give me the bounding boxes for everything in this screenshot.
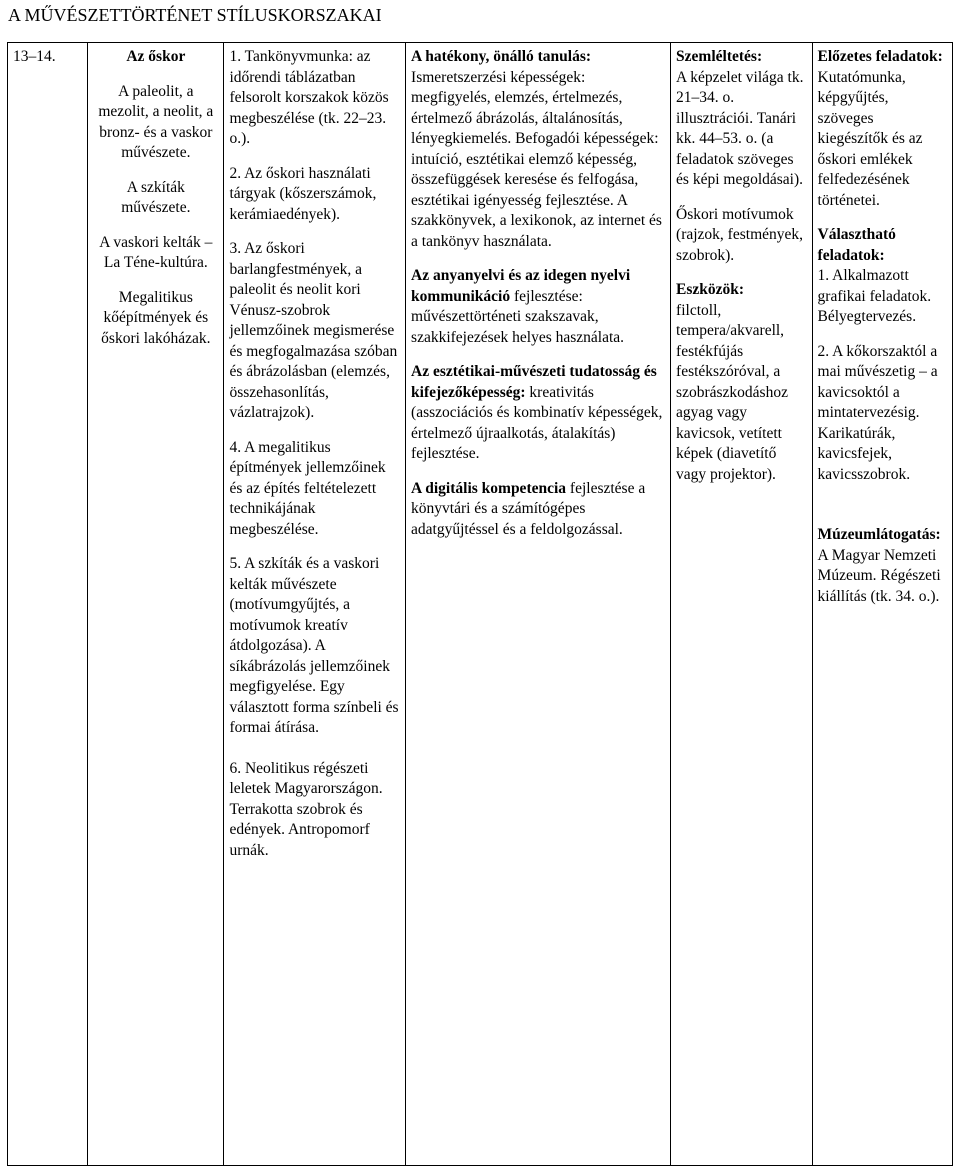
activity-item: 1. Tankönyvmunka: az időrendi táblázatban felsorolt korszakok közös megbeszélése (tk. 22–23. o.). bbox=[229, 48, 389, 147]
activities-cell bbox=[224, 43, 406, 1166]
curriculum-table bbox=[7, 42, 953, 1166]
competency-heading: A hatékony, önálló tanulás: bbox=[411, 48, 592, 65]
table-row bbox=[8, 43, 953, 1166]
prior-tasks-heading: Előzetes feladatok: bbox=[817, 48, 943, 65]
competency-block bbox=[411, 479, 665, 541]
optional-task-item: 2. A kőkorszaktól a mai művészetig – a kavicsoktól a mintatervezésig. Karikatúrák, kavicsfejek, kavicsszobrok. bbox=[817, 342, 938, 483]
tools-text: filctoll, tempera/akvarell, festékfújás festékszóróval, a szobrászkodáshoz agyag vagy kavicsok, vetített képek (diavetítő vagy projektor). bbox=[676, 301, 788, 483]
activity-item: 3. Az őskori barlangfestmények, a paleolit és neolit kori Vénusz-szobrok jellemzőinek megismerése és megfogalmazása szóban és ábrázolásban (elemzés, összehasonlítás, vázlatrajzok). bbox=[229, 240, 398, 421]
activity-item: 6. Neolitikus régészeti leletek Magyarországon. Terrakotta szobrok és edények. Antropomorf urnák. bbox=[229, 759, 383, 859]
activity-item: 2. Az őskori használati tárgyak (kőszerszámok, kerámiaedények). bbox=[229, 164, 377, 223]
page-title: A MŰVÉSZETTÖRTÉNET STÍLUSKORSZAKAI bbox=[8, 5, 382, 25]
hours-value: 13–14. bbox=[13, 48, 56, 65]
competency-text: kreativitás (asszociációs és kombinatív képességek, értelmező újraalkotás, átalakítás) fejlesztése. bbox=[411, 383, 663, 462]
competency-text: Ismeretszerzési képességek: megfigyelés, elemzés, értelmezés, értelmező ábrázolás, általánosítás, lényegkiemelés. Befogadói képességek: intuíció, esztétikai elemző képesség, összefüggések keresése és felfogása, esztétikai igényesség fejlesztése. A szakkönyvek, a lexikonok, az internet és a tankönyv használata. bbox=[411, 68, 662, 250]
illustration-heading: Szemléltetés: bbox=[676, 48, 763, 65]
topic-cell bbox=[88, 43, 224, 1166]
museum-heading: Múzeumlátogatás: bbox=[817, 526, 941, 543]
competency-text: fejlesztése: művészettörténeti szakszavak, szakkifejezések helyes használata. bbox=[411, 287, 625, 346]
illustration-motif: Őskori motívumok (rajzok, festmények, szobrok). bbox=[676, 205, 804, 264]
tools-heading: Eszközök: bbox=[676, 281, 745, 298]
museum-text: A Magyar Nemzeti Múzeum. Régészeti kiállítás (tk. 34. o.). bbox=[817, 546, 941, 605]
topic-title: Az őskor bbox=[126, 48, 186, 65]
illustration-text: A képzelet világa tk. 21–34. o. illusztrációi. Tanári kk. 44–53. o. (a feladatok szöveges és képi megoldásai). bbox=[676, 68, 804, 188]
competency-block bbox=[411, 362, 665, 465]
topic-item: A vaskori kelták – La Téne-kultúra. bbox=[99, 233, 213, 271]
optional-task-item: 1. Alkalmazott grafikai feladatok. Bélyegtervezés. bbox=[817, 267, 932, 325]
competency-heading: Az anyanyelvi és az idegen nyelvi kommunikáció bbox=[411, 267, 631, 305]
competency-heading: A digitális kompetencia bbox=[411, 479, 567, 497]
competency-block bbox=[411, 47, 665, 252]
optional-tasks-heading: Választható feladatok: bbox=[817, 226, 896, 264]
competency-block bbox=[411, 266, 665, 348]
topic-item: Megalitikus kőépítmények és őskori lakóházak. bbox=[101, 288, 211, 347]
competencies-cell bbox=[406, 43, 671, 1166]
illustration-cell bbox=[671, 43, 812, 1166]
prior-tasks-text: Kutatómunka, képgyűjtés, szöveges kiegészítők és az őskori emlékek felfedezésének történetei. bbox=[817, 68, 923, 209]
hours-cell bbox=[8, 43, 88, 1166]
topic-item: A szkíták művészete. bbox=[121, 178, 191, 216]
activity-item: 4. A megalitikus építmények jellemzőinek és az építés feltételezett technikájának megbeszélése. bbox=[229, 438, 386, 538]
activity-item: 5. A szkíták és a vaskori kelták művészete (motívumgyűjtés, a motívumok kreatív átdolgozása). A síkábrázolás jellemzőinek megfigyelése. Egy választott forma színbeli és formai átírása. bbox=[229, 555, 399, 736]
tasks-cell bbox=[812, 43, 952, 1166]
topic-item: A paleolit, a mezolit, a neolit, a bronz- és a vaskor művészete. bbox=[98, 82, 214, 161]
competency-text: fejlesztése a könyvtári és a számítógépes adatgyűjtéssel és a feldolgozással. bbox=[411, 479, 646, 538]
competency-heading: Az esztétikai-művészeti tudatosság és kifejezőképesség: bbox=[411, 363, 657, 401]
